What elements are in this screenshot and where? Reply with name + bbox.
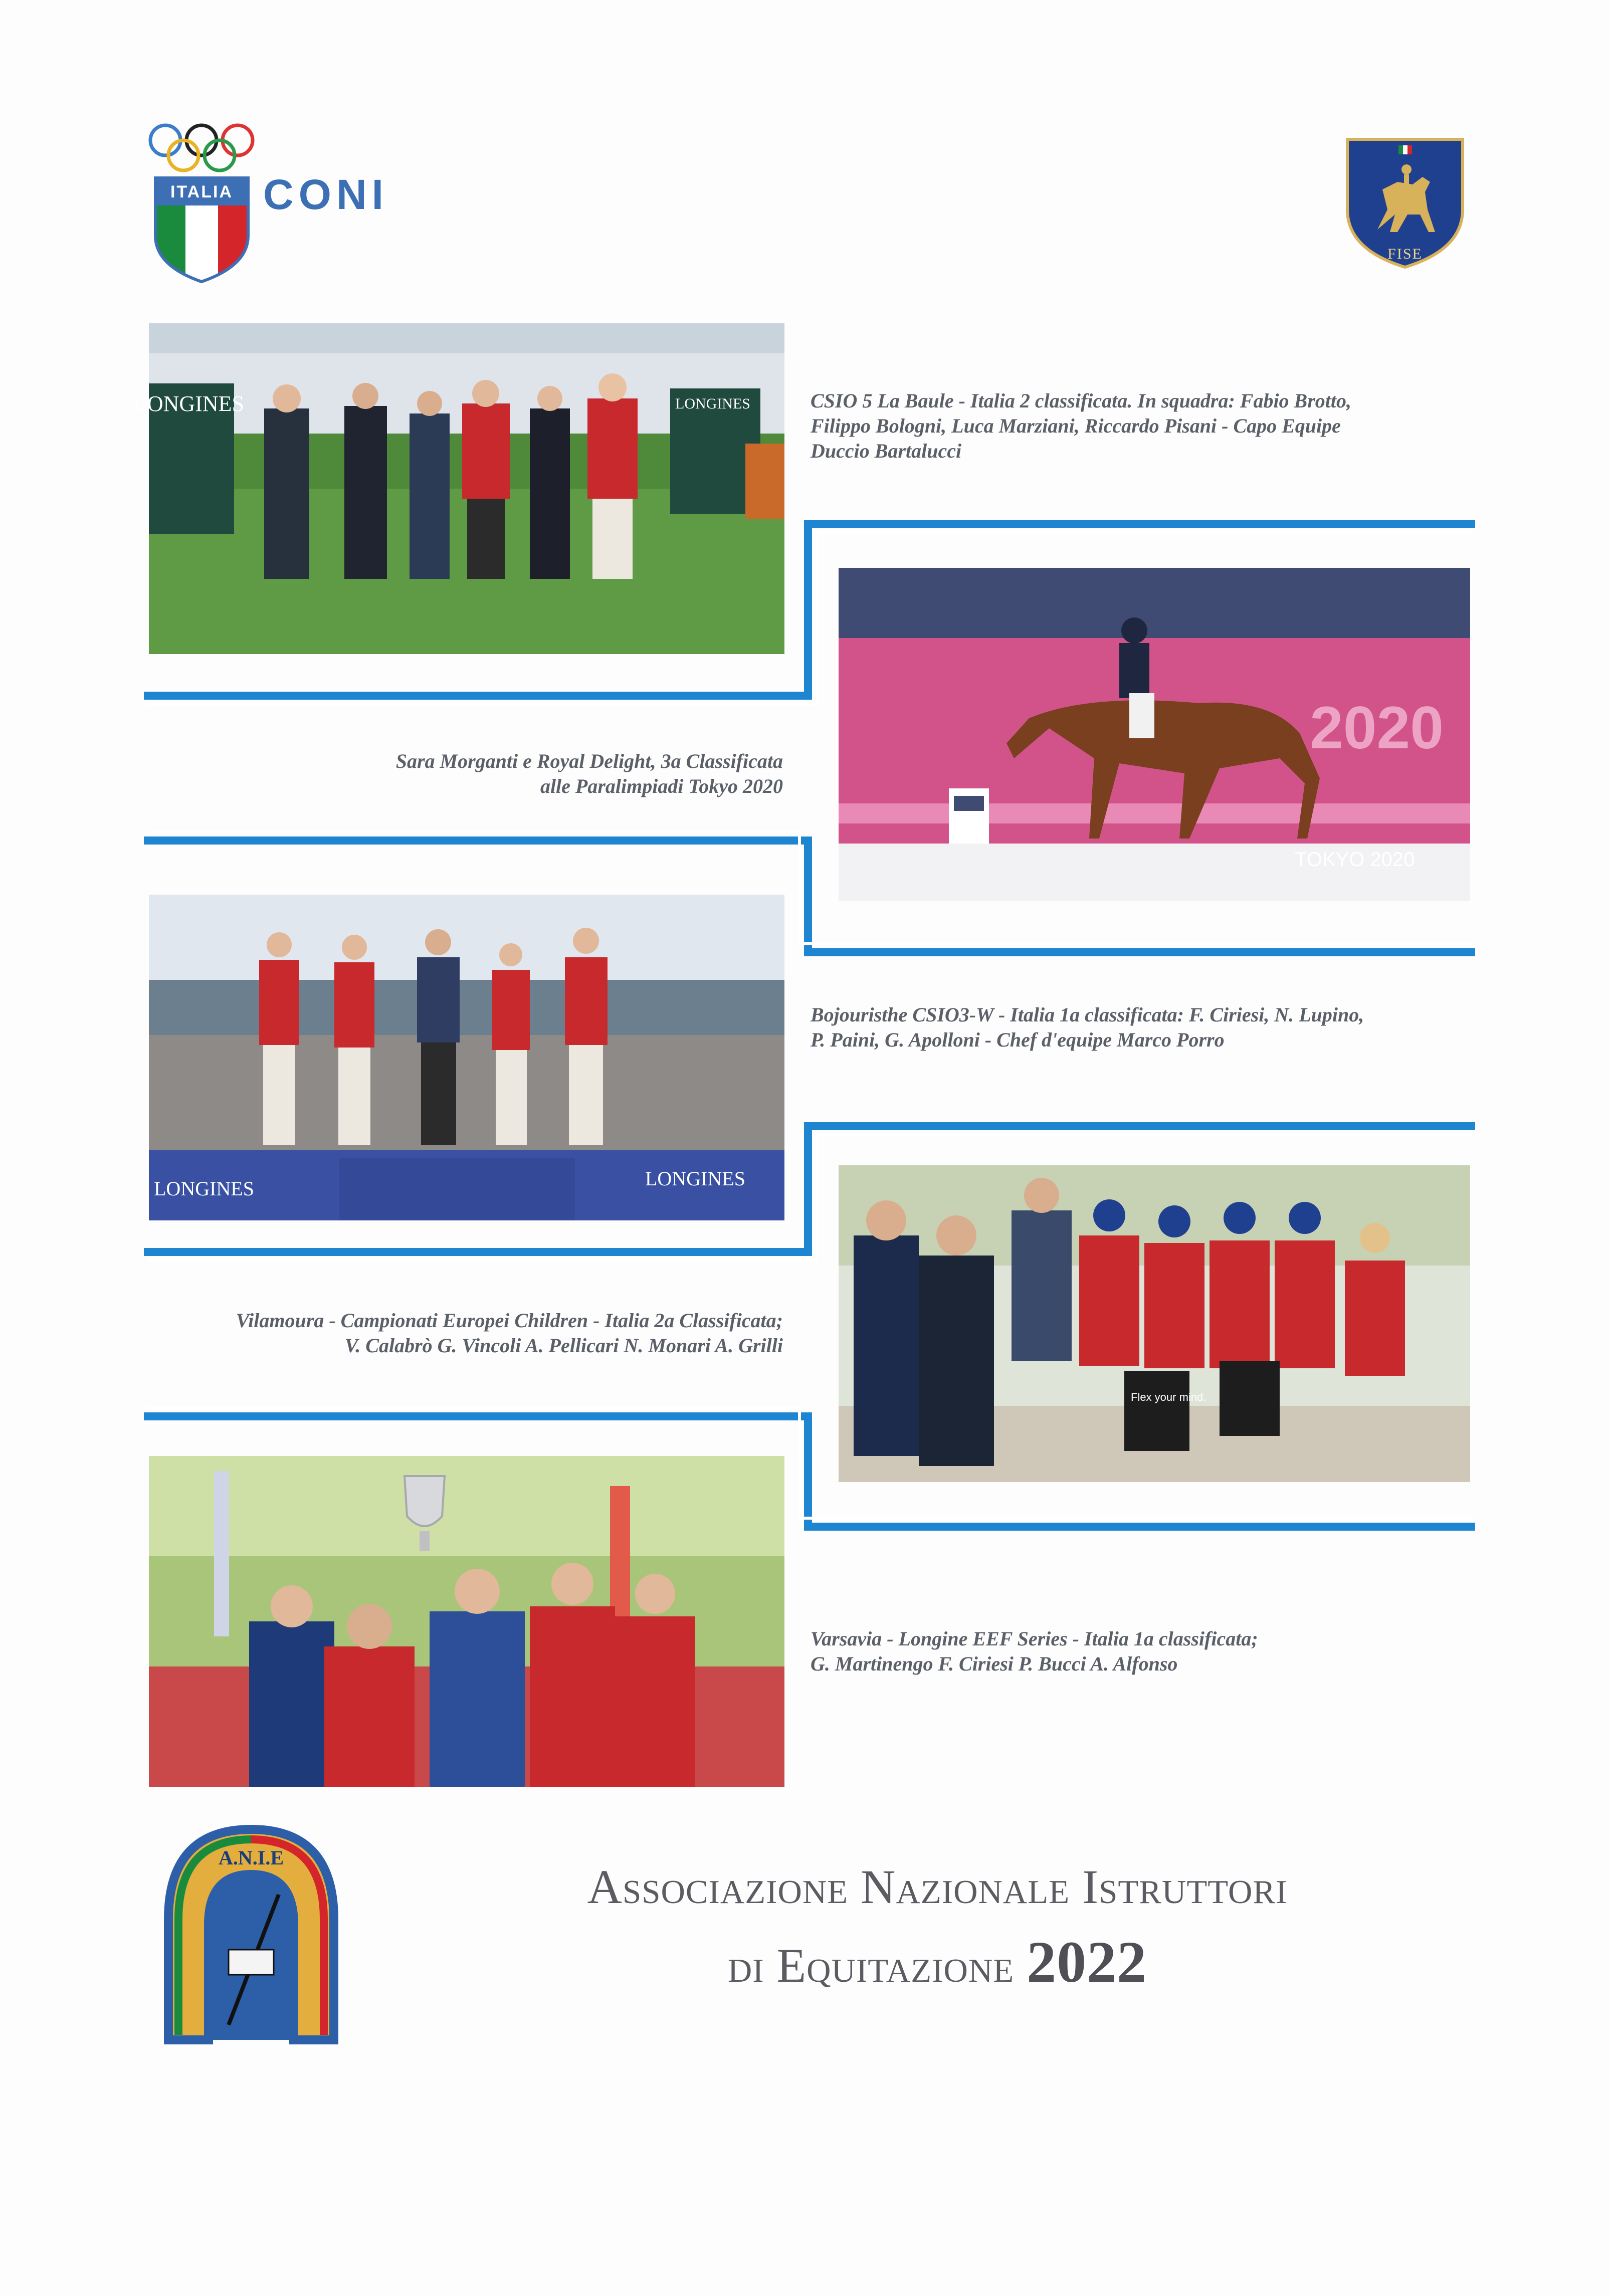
coni-text: CONI [263, 171, 388, 218]
caption-line: Vilamoura - Campionati Europei Children - Italia 2a Classificata; [236, 1309, 783, 1332]
fise-label: FISE [1387, 246, 1423, 262]
photo-dressage-tokyo [839, 568, 1470, 901]
caption-line: alle Paralimpiadi Tokyo 2020 [540, 775, 783, 797]
photo3-banner-left: LONGINES [154, 1177, 254, 1200]
caption-line: Sara Morganti e Royal Delight, 3a Classificata [395, 750, 783, 772]
caption-line: Bojouristhe CSIO3-W - Italia 1a classificata: F. Ciriesi, N. Lupino, [811, 1003, 1364, 1026]
caption-varsavia [811, 1626, 1258, 1677]
caption-line: Filippo Bologni, Luca Marziani, Riccardo Pisani - Capo Equipe [811, 414, 1341, 437]
footer-year: 2022 [1027, 1929, 1147, 1995]
photo3-banner-right: LONGINES [645, 1167, 745, 1190]
photo1-banner-right: LONGINES [675, 395, 750, 412]
caption-line: Duccio Bartalucci [811, 440, 962, 462]
photo1-banner-left: LONGINES [134, 391, 244, 416]
caption-la-baule [811, 388, 1351, 464]
photo-varsavia-trophy [149, 1456, 784, 1787]
photo4-bag-text: Flex your mind. [1131, 1391, 1206, 1403]
anie-horseshoe-icon [148, 1819, 354, 2050]
photo-vilamoura-children [839, 1165, 1470, 1482]
footer-line1-text: Associazione Nazionale Istruttori [587, 1860, 1288, 1914]
caption-line: Varsavia - Longine EEF Series - Italia 1a classificata; [811, 1627, 1258, 1650]
italia-label: ITALIA [170, 182, 233, 201]
footer-line2-text: di Equitazione [727, 1939, 1015, 1992]
photo2-banner-bottom: TOKYO 2020 [1295, 849, 1415, 871]
caption-vilamoura [236, 1308, 783, 1358]
photo-bojouristhe-team [149, 895, 784, 1220]
photo-la-baule-team [134, 323, 784, 654]
photo2-banner-top: 2020 [1310, 694, 1444, 761]
caption-line: V. Calabrò G. Vincoli A. Pellicari N. Monari A. Grilli [344, 1334, 783, 1357]
anie-label: A.N.I.E [218, 1846, 284, 1869]
caption-line: G. Martinengo F. Ciriesi P. Bucci A. Alfonso [811, 1652, 1178, 1675]
caption-sara-morganti [396, 749, 783, 799]
anie-logo [148, 1819, 354, 2050]
footer-title [386, 1849, 1489, 2003]
caption-line: P. Paini, G. Apolloni - Chef d'equipe Marco Porro [811, 1028, 1225, 1051]
footer-line1 [386, 1849, 1489, 1925]
caption-bojouristhe [811, 1002, 1364, 1053]
footer-line2 [386, 1925, 1489, 2003]
caption-line: CSIO 5 La Baule - Italia 2 classificata. In squadra: Fabio Brotto, [811, 389, 1352, 412]
